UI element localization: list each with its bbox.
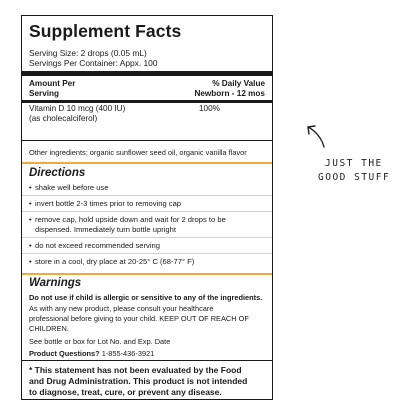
serving-label: Serving bbox=[29, 89, 60, 98]
bullet: • bbox=[29, 241, 32, 250]
phone-number: 1-855-436-3921 bbox=[99, 349, 155, 358]
warning-text: As with any new product, please consult your healthcare bbox=[29, 304, 214, 313]
direction-text: invert bottle 2-3 times prior to removing cap bbox=[35, 199, 182, 208]
facts-title: Supplement Facts bbox=[29, 21, 182, 41]
daily-value-header bbox=[194, 79, 265, 99]
handwritten-note-line1: JUST THE bbox=[325, 158, 383, 169]
bullet: • bbox=[29, 257, 32, 266]
thick-divider bbox=[22, 71, 272, 76]
nutrient-daily-value: 100% bbox=[199, 104, 220, 113]
age-range-label: Newborn - 12 mos bbox=[194, 89, 265, 98]
warning-text: CHILDREN. bbox=[29, 324, 69, 333]
nutrient-row bbox=[29, 104, 125, 124]
direction-text: shake well before use bbox=[35, 183, 109, 192]
supplement-label bbox=[21, 15, 273, 400]
bullet: • bbox=[29, 215, 32, 224]
servings-per-container: Servings Per Container: Appx. 100 bbox=[29, 58, 158, 68]
direction-text: do not exceed recommended serving bbox=[35, 241, 160, 250]
curved-arrow-icon bbox=[302, 121, 332, 151]
amount-per-serving-header bbox=[29, 79, 75, 99]
direction-text: store in a cool, dry place at 20-25° C (68-77° F) bbox=[35, 257, 195, 266]
disclaimer-line: to diagnose, treat, cure, or prevent any disease. bbox=[29, 387, 222, 397]
item-divider bbox=[22, 211, 272, 212]
nutrient-name: Vitamin D 10 mcg (400 IU) bbox=[29, 104, 126, 113]
directions-title: Directions bbox=[29, 167, 86, 179]
item-divider bbox=[22, 253, 272, 254]
daily-value-label: % Daily Value bbox=[212, 79, 265, 88]
direction-text: dispensed. Immediately turn bottle upright bbox=[35, 225, 176, 234]
bullet: • bbox=[29, 199, 32, 208]
item-divider bbox=[22, 195, 272, 196]
amount-per-label: Amount Per bbox=[29, 79, 76, 88]
orange-divider bbox=[22, 273, 272, 275]
header-divider bbox=[22, 100, 272, 103]
disclaimer-line: * This statement has not been evaluated by the Food bbox=[29, 365, 242, 375]
nutrient-source: (as cholecalciferol) bbox=[29, 114, 98, 123]
handwritten-note-line2: GOOD STUFF bbox=[318, 172, 391, 183]
serving-size: Serving Size: 2 drops (0.05 mL) bbox=[29, 48, 147, 58]
bullet: • bbox=[29, 183, 32, 192]
item-divider bbox=[22, 237, 272, 238]
orange-divider bbox=[22, 162, 272, 164]
disclaimer-line: and Drug Administration. This product is not intended bbox=[29, 376, 248, 386]
fda-disclaimer bbox=[22, 360, 272, 400]
lot-info: See bottle or box for Lot No. and Exp. Date bbox=[29, 337, 171, 346]
other-ingredients: Other ingredients: organic sunflower seed oil, organic vanilla flavor bbox=[29, 148, 247, 157]
product-questions bbox=[29, 349, 154, 359]
supplement-facts-panel bbox=[22, 15, 272, 141]
direction-text: remove cap, hold upside down and wait for 2 drops to be bbox=[35, 215, 226, 224]
questions-label: Product Questions? bbox=[29, 349, 100, 358]
warnings-title: Warnings bbox=[29, 277, 82, 289]
warning-text: professional before giving to your child. KEEP OUT OF REACH OF bbox=[29, 314, 249, 323]
allergy-warning: Do not use if child is allergic or sensitive to any of the ingredients. bbox=[29, 293, 263, 302]
